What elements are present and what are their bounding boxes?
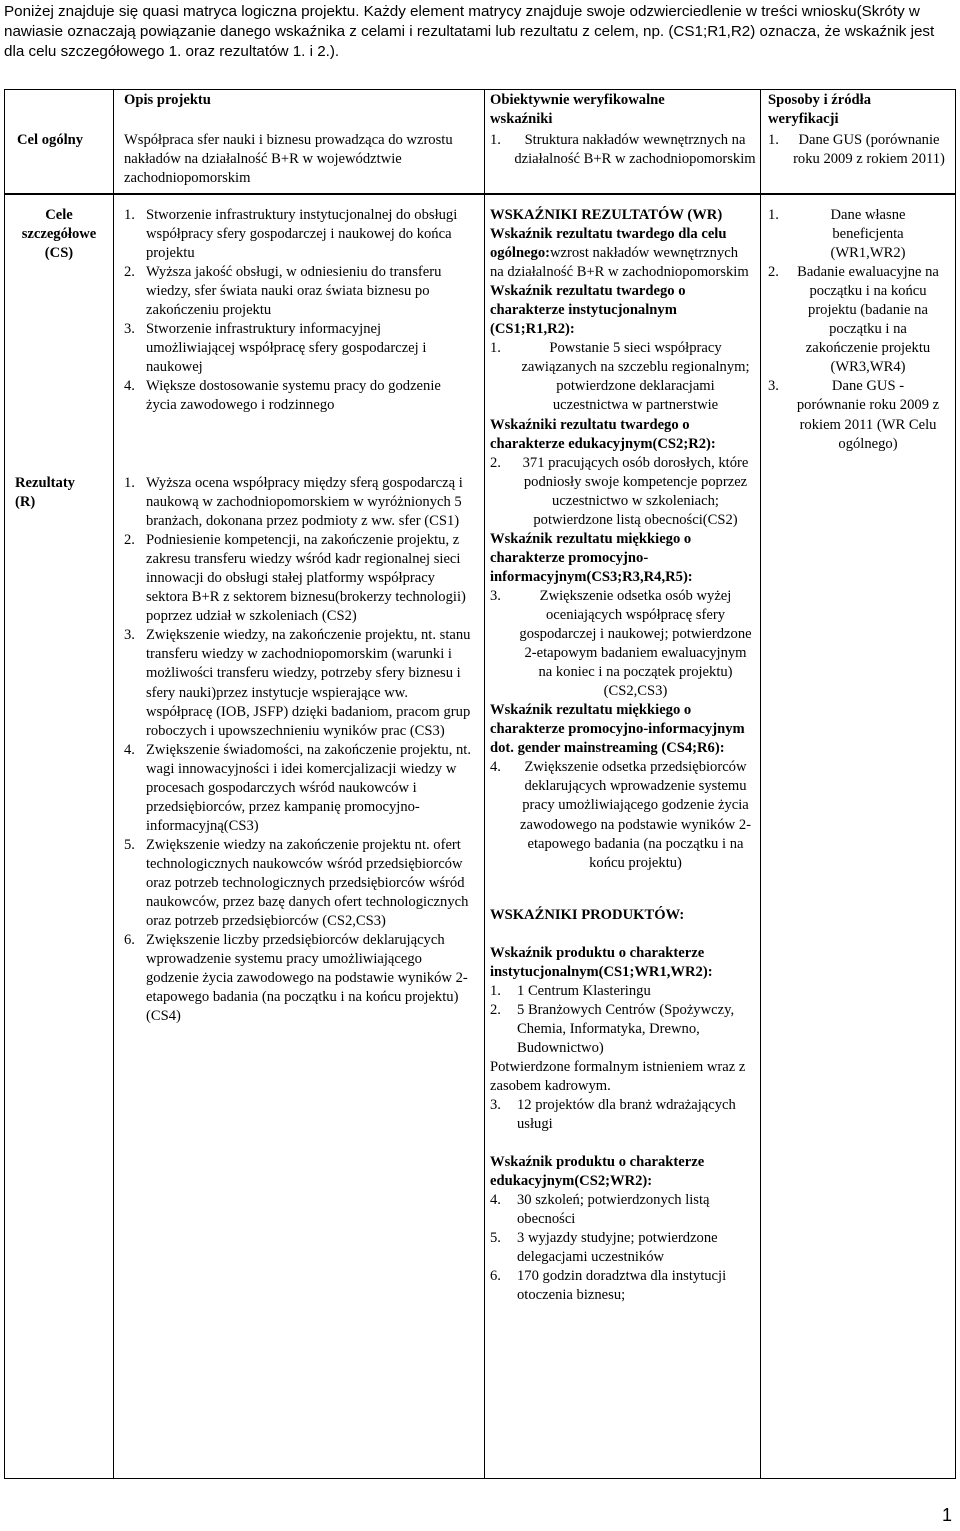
list-number: 5. (124, 836, 135, 853)
list-number: 1. (124, 207, 135, 223)
column-divider-2 (484, 89, 485, 1479)
list-text: Badanie ewaluacyjne na początku i na końcu projektu (badanie na początku i na zakończenie projektu (WR3,WR4) (797, 264, 939, 376)
cel-ogolny-wskaznik (490, 131, 758, 169)
list-number: 1. (490, 982, 501, 999)
wskaznik-produktu-note: Potwierdzone formalnym istnieniem wraz z zasobem kadrowym. (490, 1058, 746, 1095)
list-text: 3 wyjazdy studyjne; potwierdzone delegacjami uczestników (517, 1230, 718, 1266)
cel-ogolny-opis: Współpraca sfer nauki i biznesu prowadząca do wzrostu nakładów na działalność B+R w województwie zachodniopomorskim (124, 132, 453, 187)
list-number: 3. (768, 378, 779, 395)
list-text: Zwiększenie liczby przedsiębiorców deklarujących wprowadzenie systemu pracy umożliwiającego godzenie życia zawodowego na podstawie wyników 2-etapowego badania (na początku i na końcu projektu) (CS4) (146, 932, 468, 1025)
wskaznik-celu-ogolnego: Wskaźnik rezultatu twardego dla celu ogólnego:wzrost nakładów wewnętrznych na działalność B+R w zachodniopomorskim (490, 226, 749, 281)
list-number: 3. (490, 587, 501, 604)
cel-ogolny-zrodlo (768, 131, 948, 169)
list-number: 2. (490, 1001, 501, 1018)
list-number: 3. (124, 627, 135, 644)
table-border-bottom (4, 1478, 956, 1479)
list-item (490, 1191, 754, 1229)
list-item (124, 206, 470, 263)
header-opis: Opis projektu (124, 92, 211, 108)
list-item (124, 320, 470, 377)
table-border-right (955, 89, 956, 1479)
list-number: 1. (768, 207, 779, 223)
intro-paragraph: Poniżej znajduje się quasi matryca logiczna projektu. Każdy element matrycy znajduje swoje odzwierciedlenie w treści wniosku(Skróty w nawiasie oznaczają powiązanie danego wskaźnika z celami i rezultatami lub rezultatu z celem, np. (CS1;R1,R2) oznacza, że wskaźnik jest dla celu szczegółowego 1. oraz rezultatów 1. i 2.). (4, 3, 935, 60)
list-item (124, 377, 470, 415)
page-number: 1 (941, 1505, 952, 1525)
label-rezultaty: Rezultaty (R) (15, 475, 75, 511)
wskazniki-produktow-title: WSKAŹNIKI PRODUKTÓW: (490, 906, 685, 923)
label-cel-ogolny: Cel ogólny (17, 132, 84, 148)
wskazniki-rezultatow-title: WSKAŹNIKI REZULTATÓW (WR) (490, 207, 723, 223)
list-item (768, 263, 940, 377)
list-text: 371 pracujących osób dorosłych, które podniosły swoje kompetencje poprzez uczestnictwo w szkoleniach; potwierdzone listą obecności(CS2) (522, 454, 749, 528)
list-number: 2. (490, 454, 501, 471)
list-item (768, 206, 940, 263)
list-number: 4. (124, 378, 135, 395)
list-number: 2. (768, 264, 779, 281)
list-number: 5. (490, 1230, 501, 1247)
list-item (490, 454, 754, 530)
list-text: Większe dostosowanie systemu pracy do godzenie życia zawodowego i rodzinnego (146, 378, 441, 414)
column-divider-1 (113, 89, 114, 1479)
wskazniki-column (490, 206, 754, 1306)
list-text: Zwiększenie wiedzy, na zakończenie projektu, nt. stanu transferu wiedzy w zachodniopomorskim (warunki i możliwości transferu wiedzy, potrzeby sfery biznesu i sfery nauki)przez instytucje wspierające ww. współpracę (IOB, JSFP) dzięki badaniom, pracom grup roboczych i upowszechnieniu wyników prac (CS3) (146, 627, 471, 739)
list-number: 2. (124, 264, 135, 281)
cele-szczegolowe-list (124, 206, 470, 416)
list-item (124, 263, 470, 320)
list-text: Zwiększenie odsetka osób wyżej oceniających współpracę sfery gospodarczej i naukowej; potwierdzone 2-etapowym badaniem ewaluacyjnym na koniec i na początek projektu) (CS2,CS3) (519, 587, 752, 700)
list-number: 3. (490, 1097, 501, 1114)
list-text: Struktura nakładów wewnętrznych na działalność B+R w zachodniopomorskim (514, 132, 756, 168)
list-item (124, 531, 474, 626)
list-number: 4. (490, 1192, 501, 1209)
header-obiektywnie: Obiektywnie weryfikowalne wskaźniki (490, 92, 665, 128)
list-text: 12 projektów dla branż wdrażających usługi (517, 1097, 736, 1133)
list-item (124, 836, 474, 931)
list-text: Dane GUS (porównanie roku 2009 z rokiem 2011) (793, 132, 945, 168)
list-text: 1 Centrum Klasteringu (517, 982, 651, 999)
list-number: 6. (490, 1268, 501, 1285)
list-item (768, 377, 940, 453)
wskaznik-heading-edukacyjny: Wskaźniki rezultatu twardego o charakterze edukacyjnym(CS2;R2): (490, 416, 716, 452)
list-item (124, 741, 474, 836)
list-number: 3. (124, 321, 135, 338)
list-text: 30 szkoleń; potwierdzonych listą obecności (517, 1192, 710, 1228)
list-text: Stworzenie infrastruktury informacyjnej umożliwiającej współpracę sfery gospodarczej i naukowej (146, 321, 427, 376)
list-text: Wyższa ocena współpracy między sferą gospodarczą i naukową w zachodniopomorskiem w wyróżnionych 5 branżach, dokonana przez podmioty z ww. sfer (CS1) (146, 475, 463, 530)
list-item (490, 1001, 754, 1058)
list-item (490, 1096, 754, 1134)
list-text: Dane własne beneficjenta (WR1,WR2) (830, 207, 906, 262)
list-item (490, 982, 754, 1001)
list-number: 1. (490, 340, 501, 357)
list-item (490, 587, 754, 701)
wskaznik-produktu-edukacyjny: Wskaźnik produktu o charakterze edukacyjnym(CS2;WR2): (490, 1154, 705, 1190)
zrodla-column (768, 206, 940, 454)
list-text: Stworzenie infrastruktury instytucjonalnej do obsługi współpracy sfery gospodarczej i naukowej do końca projektu (146, 207, 458, 262)
wskaznik-heading-gender: Wskaźnik rezultatu miękkiego o charakterze promocyjno-informacyjnym dot. gender mainstreaming (CS4;R6): (490, 702, 745, 757)
list-number: 2. (124, 532, 135, 549)
table-border-mid (4, 193, 956, 195)
list-item (124, 626, 474, 740)
list-item (490, 1229, 754, 1267)
list-text: 5 Branżowych Centrów (Spożywczy, Chemia, Informatyka, Drewno, Budownictwo) (517, 1001, 735, 1056)
table-border-left (4, 89, 5, 1479)
list-text: Powstanie 5 sieci współpracy zawiązanych na szczeblu regionalnym; potwierdzone deklaracjami uczestnictwa w partnerstwie (521, 340, 750, 414)
label-cele-szczegolowe: Cele szczegółowe (CS) (21, 207, 97, 262)
list-text: Zwiększenie wiedzy na zakończenie projektu nt. ofert technologicznych naukowców wśród przedsiębiorców oraz potrzeb technologicznych przedsiębiorców wśród naukowców, przez bazę danych ofert technologicznych oraz potrzeb przedsiębiorców (CS2,CS3) (146, 836, 469, 930)
list-number: 1. (124, 475, 135, 491)
list-text: Podniesienie kompetencji, na zakończenie projektu, z zakresu transferu wiedzy wśród kadr regionalnej sieci innowacji do obsługi stałej platformy współpracy sektora B+R z sektorem biznesu(brokerzy technologii) poprzez udział w szkoleniach (CS2) (146, 532, 466, 625)
rezultaty-list (124, 474, 474, 1026)
wskaznik-produktu-instytucjonalny: Wskaźnik produktu o charakterze instytucjonalnym(CS1;WR1,WR2): (490, 944, 713, 980)
list-number: 4. (124, 741, 135, 758)
list-number: 6. (124, 932, 135, 949)
list-item (490, 758, 754, 872)
list-text: Wyższa jakość obsługi, w odniesieniu do transferu wiedzy, sfer świata nauki oraz świata biznesu po zakończeniu projektu (146, 264, 442, 319)
list-item (490, 1267, 754, 1305)
list-text: Zwiększenie odsetka przedsiębiorców deklarujących wprowadzenie systemu pracy umożliwiającego godzenie życia zawodowego na podstawie wyników 2-etapowego badania (na początku i na końcu projektu) (519, 759, 751, 871)
list-text: Zwiększenie świadomości, na zakończenie projektu, nt. wagi innowacyjności i idei komercjalizacji wiedzy w procesach gospodarczych wśród naukowców i przedsiębiorców, przez kampanię promocyjno-informacyjną(CS3) (146, 741, 472, 834)
list-text: Dane GUS - porównanie roku 2009 z rokiem 2011 (WR Celu ogólnego) (796, 378, 940, 452)
list-item (490, 339, 754, 415)
table-border-top (4, 89, 956, 90)
list-number: 1. (490, 132, 501, 148)
wskaznik-heading-instytucjonalny: Wskaźnik rezultatu twardego o charakterze instytucjonalnym (CS1;R1,R2): (490, 283, 686, 338)
header-sposoby: Sposoby i źródła weryfikacji (768, 92, 871, 128)
wskaznik-heading-promocyjny: Wskaźnik rezultatu miękkiego o charakterze promocyjno-informacyjnym(CS3;R3,R4,R5): (490, 530, 693, 585)
list-number: 1. (768, 132, 779, 148)
list-item (124, 474, 474, 531)
column-divider-3 (760, 89, 761, 1479)
list-text: 170 godzin doradztwa dla instytucji otoczenia biznesu; (517, 1268, 727, 1304)
list-number: 4. (490, 759, 501, 776)
list-item (124, 931, 474, 1026)
